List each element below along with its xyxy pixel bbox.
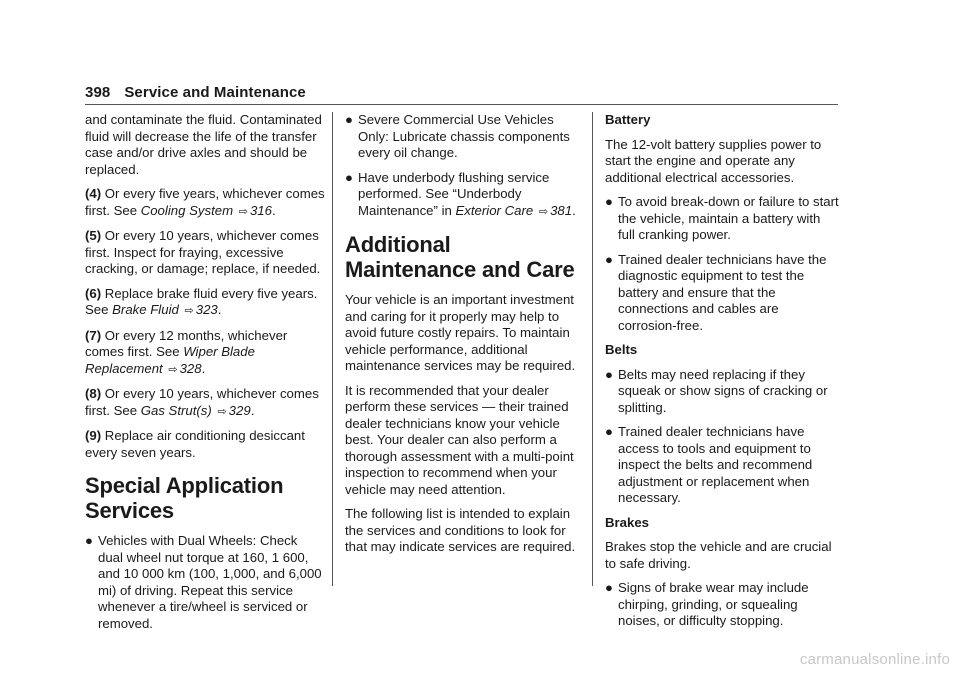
paragraph: Brakes stop the vehicle and are crucial to safe driving. <box>605 539 832 571</box>
page-reference[interactable]: 329 <box>228 402 251 418</box>
column-divider-2 <box>592 112 593 586</box>
page-arrow-icon: ⇨ <box>217 405 227 418</box>
note-4: (4) Or every five years, whichever comes first. See Cooling System ⇨ 316. <box>85 186 325 218</box>
cross-reference-link[interactable]: Cooling System <box>140 202 234 218</box>
cross-reference-link[interactable]: Gas Strut(s) <box>140 402 212 418</box>
subheading-battery: Battery <box>605 112 651 127</box>
note-number: (7) <box>85 327 102 343</box>
column-1 <box>85 112 325 640</box>
note-number: (6) <box>85 285 102 301</box>
page-header <box>85 84 306 101</box>
list-item: ● Severe Commercial Use Vehicles Only: Lubricate chassis components every oil change. <box>345 112 570 160</box>
list-item: ● Have underbody flushing service performed. See “Underbody Maintenance” in Exterior Care ⇨ 381. <box>345 169 576 218</box>
list-item: ● Signs of brake wear may include chirping, grinding, or squealing noises, or difficulty stopping. <box>605 580 809 628</box>
note-number: (5) <box>85 228 102 243</box>
page-arrow-icon: ⇨ <box>168 363 178 376</box>
paragraph: It is recommended that your dealer perform these services — their trained dealer technicians know your vehicle best. Your dealer can also perform a thorough assessment with a multi-point inspection to recommend when your vehicle may need attention. <box>345 382 574 497</box>
note-9: (9) Replace air conditioning desiccant every seven years. <box>85 428 305 460</box>
section-title: Service and Maintenance <box>124 84 306 101</box>
bullet-icon: ● <box>345 169 353 185</box>
note-5: (5) Or every 10 years, whichever comes first. Inspect for fraying, excessive cracking, or damage; replace, if needed. <box>85 228 321 276</box>
paragraph: Your vehicle is an important investment and caring for it properly may help to avoid future costly repairs. To maintain vehicle performance, additional maintenance services may be required. <box>345 292 576 373</box>
bullet-icon: ● <box>85 533 93 548</box>
cross-reference-link[interactable]: Exterior Care <box>455 202 534 218</box>
paragraph: The following list is intended to explain the services and conditions to look for that may indicate services are required. <box>345 506 576 554</box>
bullet-icon: ● <box>605 194 613 209</box>
note-number: (9) <box>85 428 102 443</box>
page-arrow-icon: ⇨ <box>238 205 248 218</box>
paragraph: and contaminate the fluid. Contaminated fluid will decrease the life of the transfer case and/or drive axles and should be replaced. <box>85 112 322 177</box>
note-8: (8) Or every 10 years, whichever comes first. See Gas Strut(s) ⇨ 329. <box>85 386 319 418</box>
bullet-icon: ● <box>605 580 613 595</box>
list-item: ● Vehicles with Dual Wheels: Check dual wheel nut torque at 160, 1 600, and 10 000 km (100, 1,000, and 6,000 mi) of driving. Repeat this service whenever a tire/wheel is serviced or removed. <box>85 533 322 631</box>
section-heading: Additional Maintenance and Care <box>345 232 575 282</box>
paragraph: The 12-volt battery supplies power to start the engine and operate any additional electrical accessories. <box>605 136 822 185</box>
page-reference[interactable]: 323 <box>195 302 218 317</box>
cross-reference-link[interactable]: Wiper Blade Replacement <box>85 344 255 376</box>
column-3 <box>605 112 840 638</box>
section-heading: Special Application Services <box>85 473 284 523</box>
page-reference[interactable]: 381 <box>550 202 573 218</box>
page-reference[interactable]: 316 <box>249 202 272 218</box>
bullet-icon: ● <box>345 112 353 127</box>
subheading-belts: Belts <box>605 342 638 357</box>
page-number: 398 <box>85 84 111 101</box>
bullet-icon: ● <box>605 424 613 439</box>
header-rule <box>85 104 838 105</box>
bullet-icon: ● <box>605 251 613 267</box>
cross-reference-link[interactable]: Brake Fluid <box>112 302 179 317</box>
column-divider-1 <box>332 112 333 586</box>
subheading-brakes: Brakes <box>605 514 649 530</box>
note-number: (4) <box>85 186 102 201</box>
bullet-icon: ● <box>605 366 613 382</box>
list-item: ● To avoid break-down or failure to start the vehicle, maintain a battery with full cranking power. <box>605 194 839 242</box>
page-arrow-icon: ⇨ <box>184 305 194 317</box>
note-6: (6) Replace brake fluid every five years. See Brake Fluid ⇨ 323. <box>85 285 318 317</box>
note-7: (7) Or every 12 months, whichever comes first. See Wiper Blade Replacement ⇨ 328. <box>85 327 288 376</box>
list-item: ● Belts may need replacing if they squeak or show signs of cracking or splitting. <box>605 366 828 415</box>
page-reference[interactable]: 328 <box>179 360 202 376</box>
list-item: ● Trained dealer technicians have access to tools and equipment to inspect the belts and recommend adjustment or replacement when necessary. <box>605 424 813 505</box>
watermark: carmanualsonline.info <box>799 651 950 668</box>
list-item: ● Trained dealer technicians have the diagnostic equipment to test the battery and ensure that the connections and cables are corrosion-free. <box>605 251 827 333</box>
column-2 <box>345 112 580 564</box>
page-arrow-icon: ⇨ <box>538 205 549 218</box>
note-number: (8) <box>85 386 102 401</box>
